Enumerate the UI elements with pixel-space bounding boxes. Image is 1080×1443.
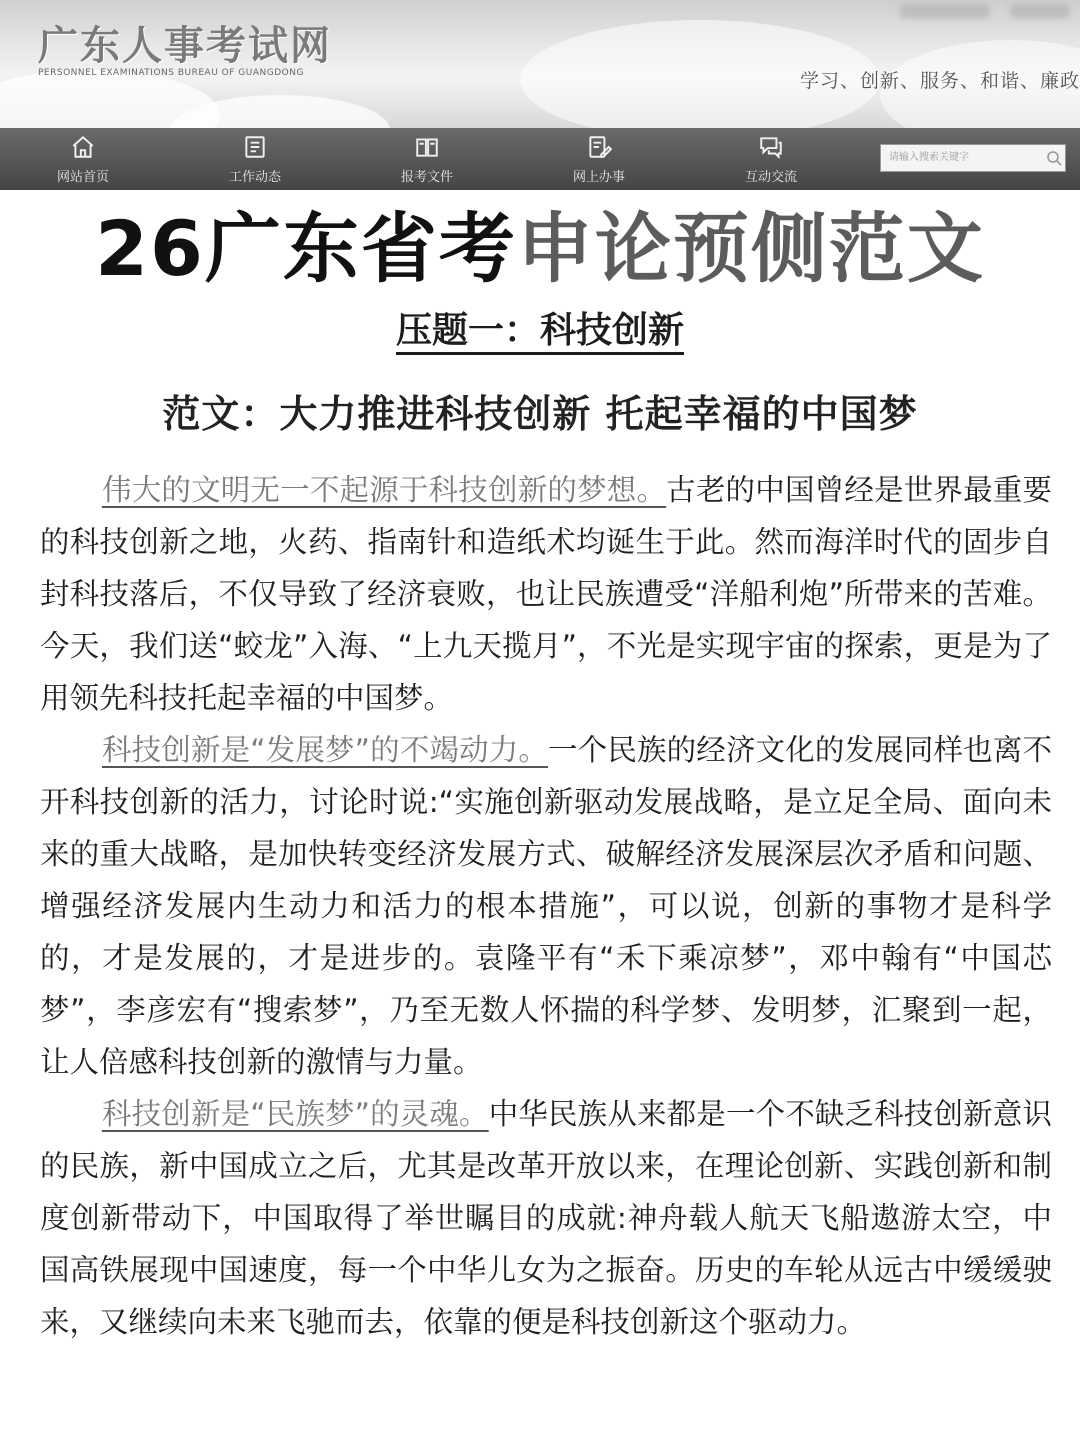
nav-label: 网上办事 xyxy=(572,170,625,185)
paragraph-text: 一个民族的经济文化的发展同样也离不开科技创新的活力，讨论时说:“实施创新驱动发展战略，是立足全局、面向未来的重大战略，是加快转变经济发展方式、破解经济发展深层次矛盾和问题、增强经济发展内生动力和活力的根本措施”，可以说，创新的事物才是科学的，才是发展的，才是进步的。袁隆平有“禾下乘凉梦”，邓中翰有“中国芯梦”，李彦宏有“搜索梦”，乃至无数人怀揣的科学梦、发明梦，汇聚到一起，让人倍感科技创新的激情与力量。 xyxy=(40,733,1052,1079)
headline xyxy=(0,204,1080,294)
headline-part-1: 26广东省考 xyxy=(95,204,517,293)
paragraph-lead-sentence: 伟大的文明无一不起源于科技创新的梦想。 xyxy=(102,473,667,507)
headline-part-2: 申论预侧范文 xyxy=(516,204,985,293)
essay-paragraph xyxy=(40,724,1052,1088)
nav-label: 工作动态 xyxy=(228,170,281,185)
search-input[interactable]: 请输入搜索关键字 xyxy=(880,144,1066,172)
nav-item-home[interactable] xyxy=(38,134,128,185)
nav-item-work-news[interactable] xyxy=(210,134,300,185)
paragraph-lead-sentence: 科技创新是“民族梦”的灵魂。 xyxy=(102,1097,489,1131)
essay-title: 范文：大力推进科技创新 托起幸福的中国梦 xyxy=(162,392,918,436)
paragraph-text: 古老的中国曾经是世界最重要的科技创新之地，火药、指南针和造纸术均诞生于此。然而海洋时代的固步自封科技落后，不仅导致了经济衰败，也让民族遭受“洋船利炮”所带来的苦难。今天，我们送“蛟龙”入海、“上九天揽月”，不光是实现宇宙的探索，更是为了用领先科技托起幸福的中国梦。 xyxy=(40,473,1052,715)
nav-item-exam-documents[interactable] xyxy=(382,134,472,185)
blurred-link xyxy=(1010,4,1070,18)
site-motto: 学习、创新、服务、和谐、廉政 xyxy=(799,70,1080,92)
main-nav xyxy=(0,128,1080,190)
blurred-link xyxy=(900,4,990,18)
essay-paragraph xyxy=(40,464,1052,724)
paragraph-text: 中华民族从来都是一个不缺乏科技创新意识的民族，新中国成立之后，尤其是改革开放以来，在理论创新、实践创新和制度创新带动下，中国取得了举世瞩目的成就:神舟载人航天飞船遨游太空，中国高铁展现中国速度，每一个中华儿女为之振奋。历史的车轮从远古中缓缓驶来，又继续向未来飞驰而去，依靠的便是科技创新这个驱动力。 xyxy=(40,1097,1052,1339)
essay-paragraph xyxy=(40,1088,1052,1348)
site-logo-subtitle: PERSONNEL EXAMINATIONS BUREAU OF GUANGDONG xyxy=(38,68,304,78)
nav-label: 互动交流 xyxy=(744,170,797,185)
edit-icon xyxy=(586,145,612,164)
topic-subtitle xyxy=(0,302,1080,353)
nav-label: 网站首页 xyxy=(56,170,109,185)
nav-label: 报考文件 xyxy=(400,170,453,185)
home-icon xyxy=(70,145,96,164)
book-icon xyxy=(414,145,440,164)
search-icon[interactable] xyxy=(1046,150,1062,166)
nav-item-online-service[interactable] xyxy=(554,134,644,185)
site-logo-title[interactable]: 广东人事考试网 xyxy=(38,23,332,69)
topic-subtitle-text: 压题一：科技创新 xyxy=(396,310,684,355)
nav-item-interaction[interactable] xyxy=(726,134,816,185)
paragraph-lead-sentence: 科技创新是“发展梦”的不竭动力。 xyxy=(102,733,549,767)
essay-body xyxy=(0,438,1080,1348)
site-banner xyxy=(0,0,1080,128)
chat-icon xyxy=(758,145,784,164)
news-icon xyxy=(242,145,268,164)
